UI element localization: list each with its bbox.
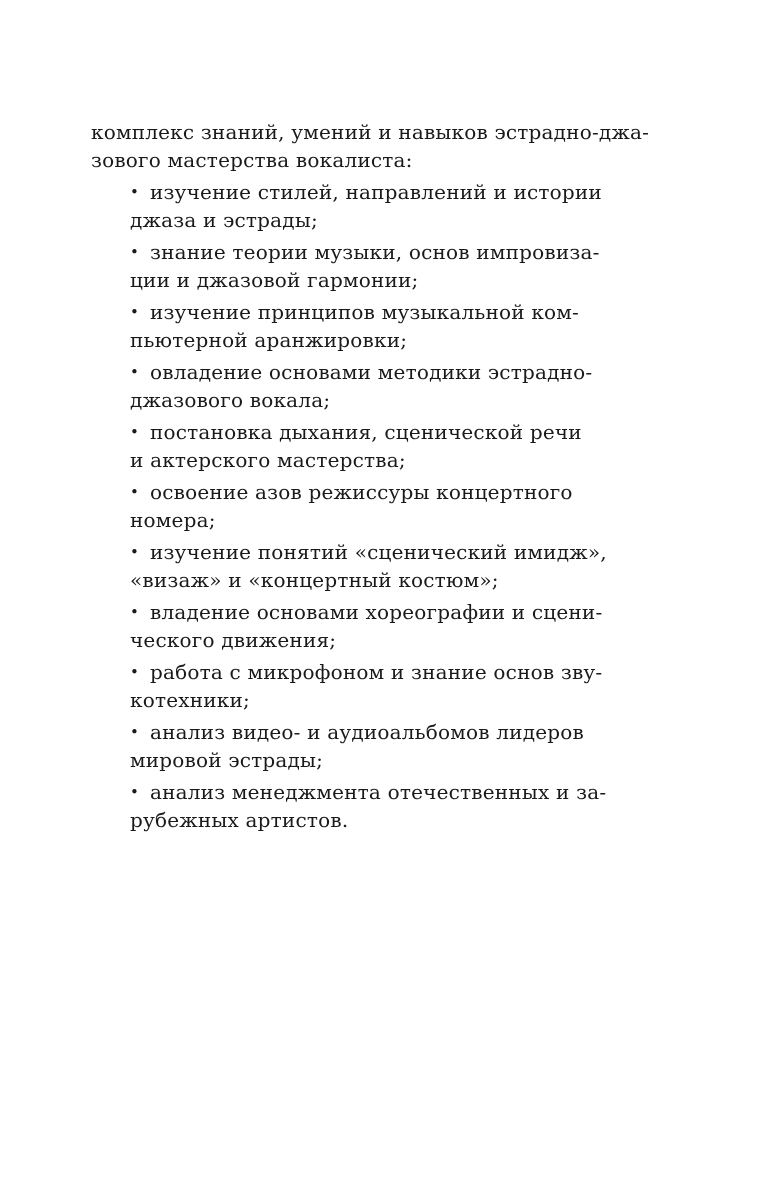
bullet-icon: •: [130, 663, 140, 681]
list-item-text: номера;: [130, 508, 216, 532]
list-item-text: и актерского мастерства;: [130, 448, 406, 472]
list-item: [130, 238, 690, 294]
list-item: [130, 778, 690, 834]
list-item-text: ции и джазовой гармонии;: [130, 268, 419, 292]
bullet-list: [130, 178, 690, 838]
list-item-text: мировой эстрады;: [130, 748, 324, 772]
list-item-text: работа с микрофоном и знание основ зву-: [150, 660, 603, 684]
list-item: [130, 418, 690, 474]
list-item-text: джаза и эстрады;: [130, 208, 318, 232]
list-item-text: освоение азов режиссуры концертного: [150, 480, 573, 504]
list-item-text: изучение принципов музыкальной ком-: [150, 300, 579, 324]
bullet-icon: •: [130, 183, 140, 201]
list-item: [130, 358, 690, 414]
list-item-text: овладение основами методики эстрадно-: [150, 360, 593, 384]
bullet-icon: •: [130, 423, 140, 441]
list-item: [130, 178, 690, 234]
intro-line: зового мастерства вокалиста:: [91, 148, 413, 172]
bullet-icon: •: [130, 783, 140, 801]
bullet-icon: •: [130, 303, 140, 321]
list-item-text: владение основами хореографии и сцени-: [150, 600, 603, 624]
bullet-icon: •: [130, 603, 140, 621]
bullet-icon: •: [130, 243, 140, 261]
list-item: [130, 538, 690, 594]
list-item-text: джазового вокала;: [130, 388, 331, 412]
bullet-icon: •: [130, 723, 140, 741]
bullet-icon: •: [130, 363, 140, 381]
list-item: [130, 718, 690, 774]
list-item: [130, 478, 690, 534]
list-item-text: котехники;: [130, 688, 250, 712]
bullet-icon: •: [130, 483, 140, 501]
bullet-icon: •: [130, 543, 140, 561]
intro-line: комплекс знаний, умений и навыков эстрадно-джа-: [91, 120, 650, 144]
list-item-text: рубежных артистов.: [130, 808, 349, 832]
list-item: [130, 658, 690, 714]
list-item-text: «визаж» и «концертный костюм»;: [130, 568, 499, 592]
list-item-text: пьютерной аранжировки;: [130, 328, 408, 352]
list-item-text: постановка дыхания, сценической речи: [150, 420, 582, 444]
list-item: [130, 298, 690, 354]
list-item-text: изучение понятий «сценический имидж»,: [150, 540, 607, 564]
list-item-text: ческого движения;: [130, 628, 337, 652]
list-item: [130, 598, 690, 654]
intro-paragraph: [91, 118, 691, 174]
list-item-text: изучение стилей, направлений и истории: [150, 180, 602, 204]
list-item-text: знание теории музыки, основ импровиза-: [150, 240, 600, 264]
list-item-text: анализ менеджмента отечественных и за-: [150, 780, 607, 804]
list-item-text: анализ видео- и аудиоальбомов лидеров: [150, 720, 584, 744]
